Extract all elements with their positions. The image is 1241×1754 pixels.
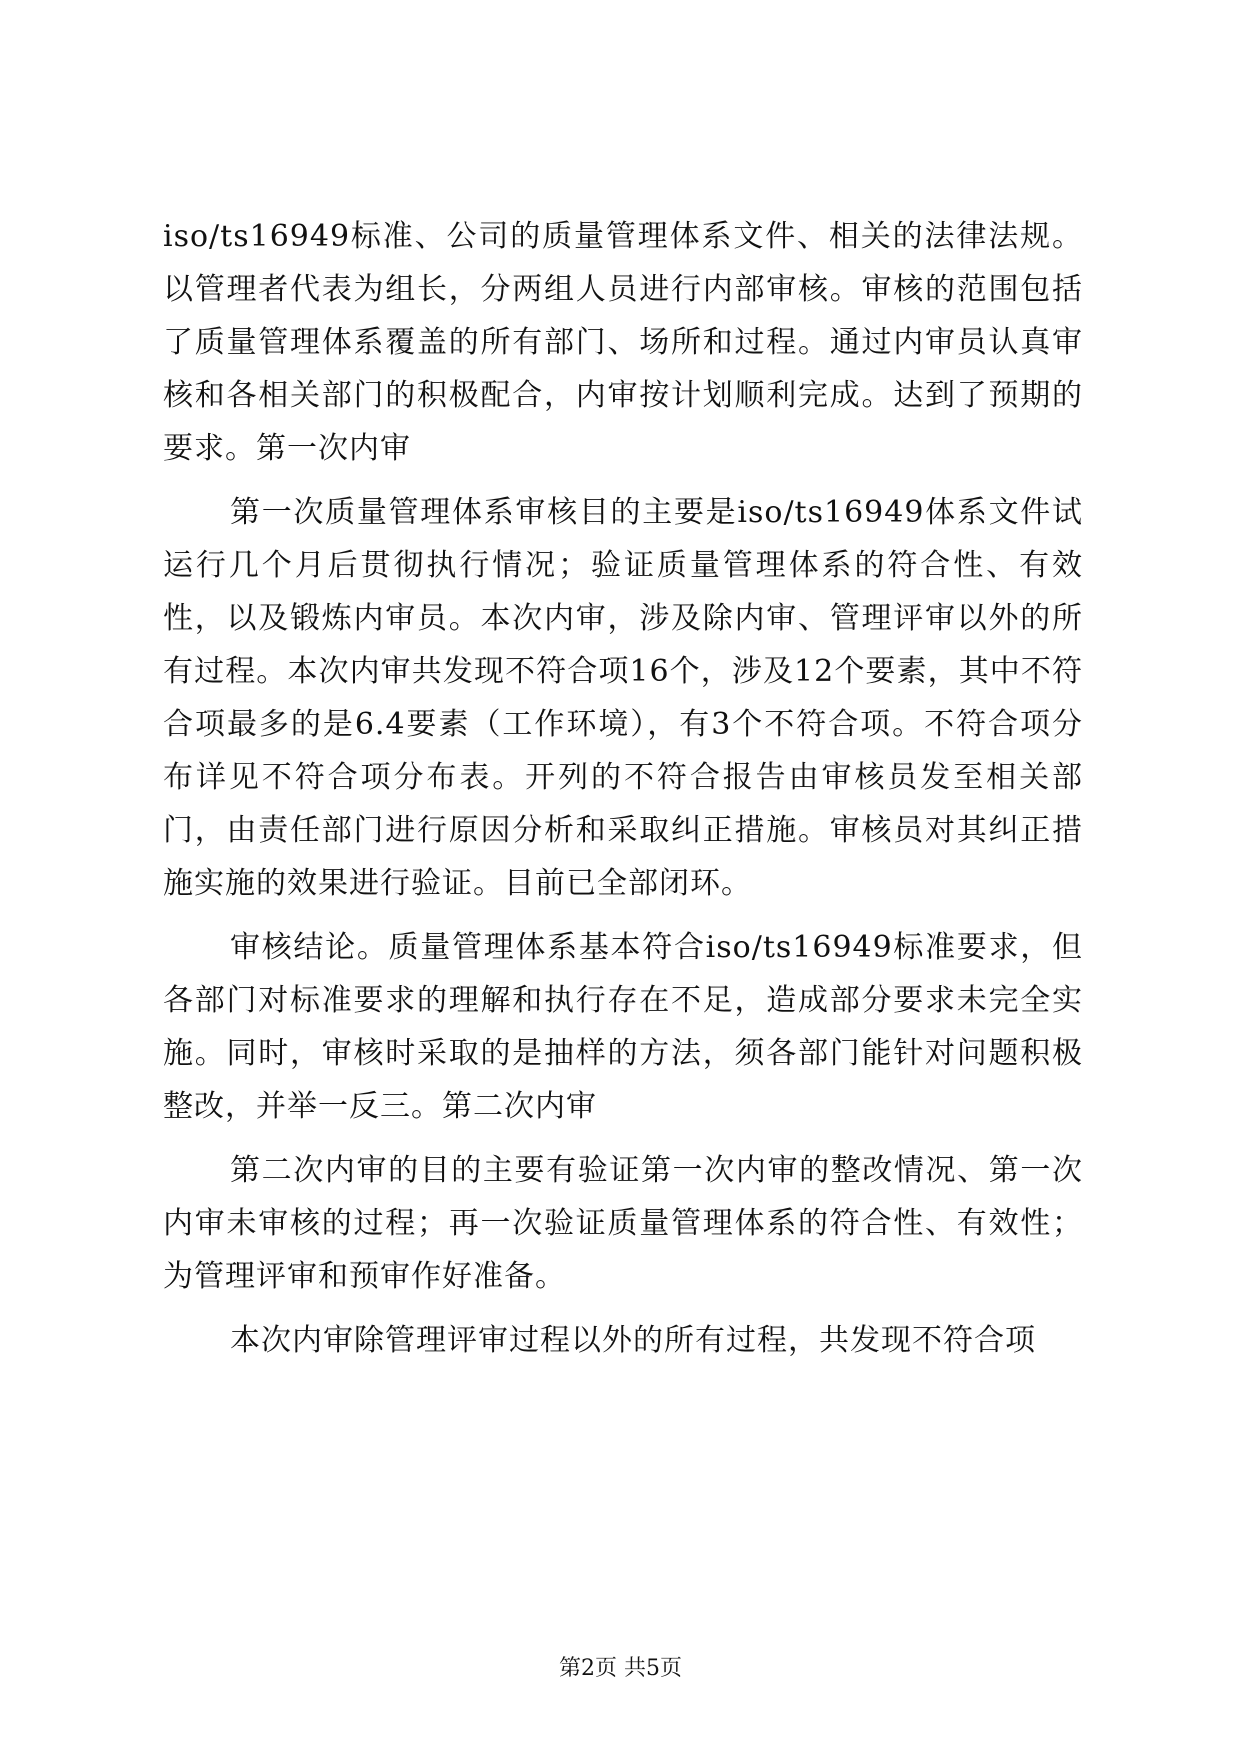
- page-number-footer: 第2页 共5页: [559, 1656, 682, 1681]
- paragraph-5: 本次内审除管理评审过程以外的所有过程，共发现不符合项: [230, 1323, 1036, 1358]
- paragraph-2: 第一次质量管理体系审核目的主要是iso/ts16949体系文件试运行几个月后贯彻执行情况；验证质量管理体系的符合性、有效性，以及锻炼内审员。本次内审，涉及除内审、管理评审以外的所有过程。本次内审共发现不符合项16个，涉及12个要素，其中不符合项最多的是6.4要素（工作环境），有3个不符合项。不符合项分布详见不符合项分布表。开列的不符合报告由审核员发至相关部门，由责任部门进行原因分析和采取纠正措施。审核员对其纠正措施实施的效果进行验证。目前已全部闭环。: [163, 495, 1083, 901]
- document-body: [163, 210, 1083, 1378]
- paragraph-4: 第二次内审的目的主要有验证第一次内审的整改情况、第一次内审未审核的过程；再一次验证质量管理体系的符合性、有效性；为管理评审和预审作好准备。: [163, 1153, 1083, 1294]
- paragraph-1: iso/ts16949标准、公司的质量管理体系文件、相关的法律法规。以管理者代表为组长，分两组人员进行内部审核。审核的范围包括了质量管理体系覆盖的所有部门、场所和过程。通过内审员认真审核和各相关部门的积极配合，内审按计划顺利完成。达到了预期的要求。第一次内审: [163, 219, 1083, 466]
- paragraph-3: 审核结论。质量管理体系基本符合iso/ts16949标准要求，但各部门对标准要求的理解和执行存在不足，造成部分要求未完全实施。同时，审核时采取的是抽样的方法，须各部门能针对问题积极整改，并举一反三。第二次内审: [163, 930, 1083, 1124]
